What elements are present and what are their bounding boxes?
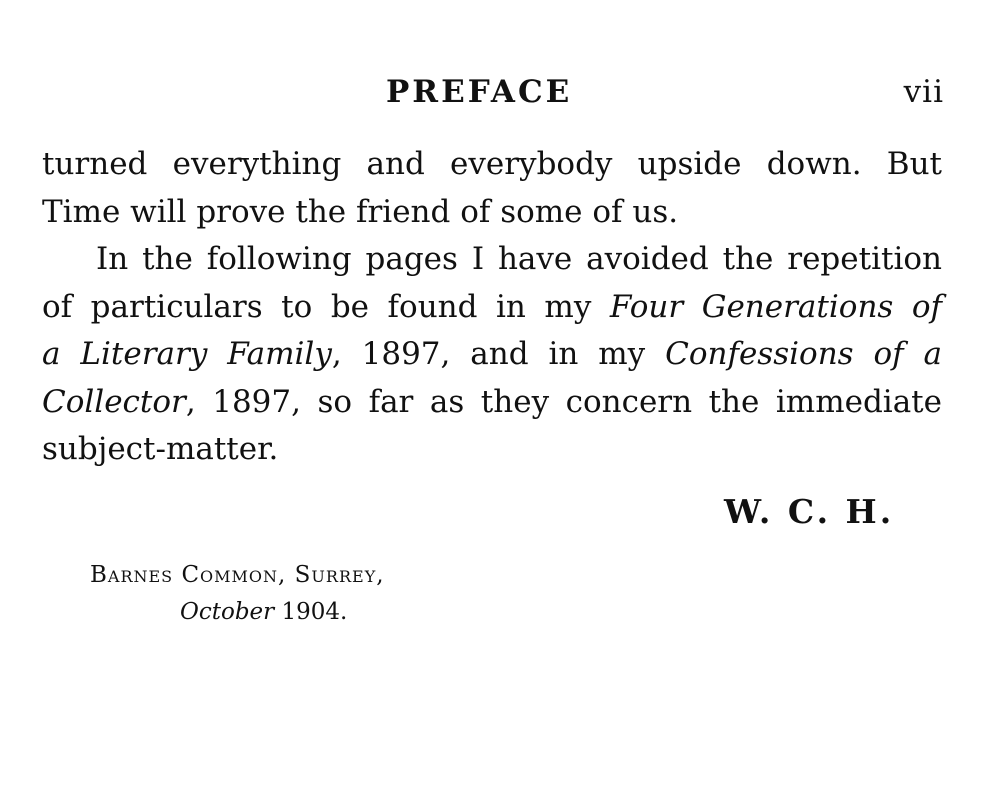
place-line: Barnes Common, Surrey, <box>90 562 385 588</box>
page-number: vii <box>903 74 944 110</box>
italic-title-segment: Collector <box>42 383 186 420</box>
text-line-6 <box>42 379 942 427</box>
running-head <box>0 74 1000 114</box>
text-segment: of particulars to be found in my <box>42 288 592 325</box>
page-header-title: PREFACE <box>386 74 573 110</box>
text-line-5 <box>42 331 942 379</box>
text-segment: , 1897, and in my <box>331 336 646 372</box>
italic-title-segment: Four Generations of <box>609 288 942 325</box>
text-line-content: Time will prove the friend of some of us. <box>42 193 679 230</box>
author-initials: W. C. H. <box>724 492 895 531</box>
text-line-1 <box>42 141 942 189</box>
date-month: October <box>180 599 275 625</box>
text-line-content: In the following pages I have avoided the repetition <box>96 241 942 277</box>
text-line-4 <box>42 284 942 332</box>
text-line-content: turned everything and everybody upside down. But <box>42 146 942 182</box>
preface-body <box>42 141 942 474</box>
date-line <box>180 599 347 625</box>
text-segment: , 1897, so far as they concern the immediate <box>185 383 942 420</box>
text-line-content: subject-matter. <box>42 431 279 467</box>
date-year: 1904. <box>281 599 348 625</box>
text-line-7 <box>42 426 942 474</box>
text-line-2 <box>42 189 942 237</box>
italic-title-segment: Confessions of a <box>665 336 943 372</box>
italic-title-segment: a Literary Family <box>42 336 332 372</box>
text-line-3 <box>42 236 942 284</box>
